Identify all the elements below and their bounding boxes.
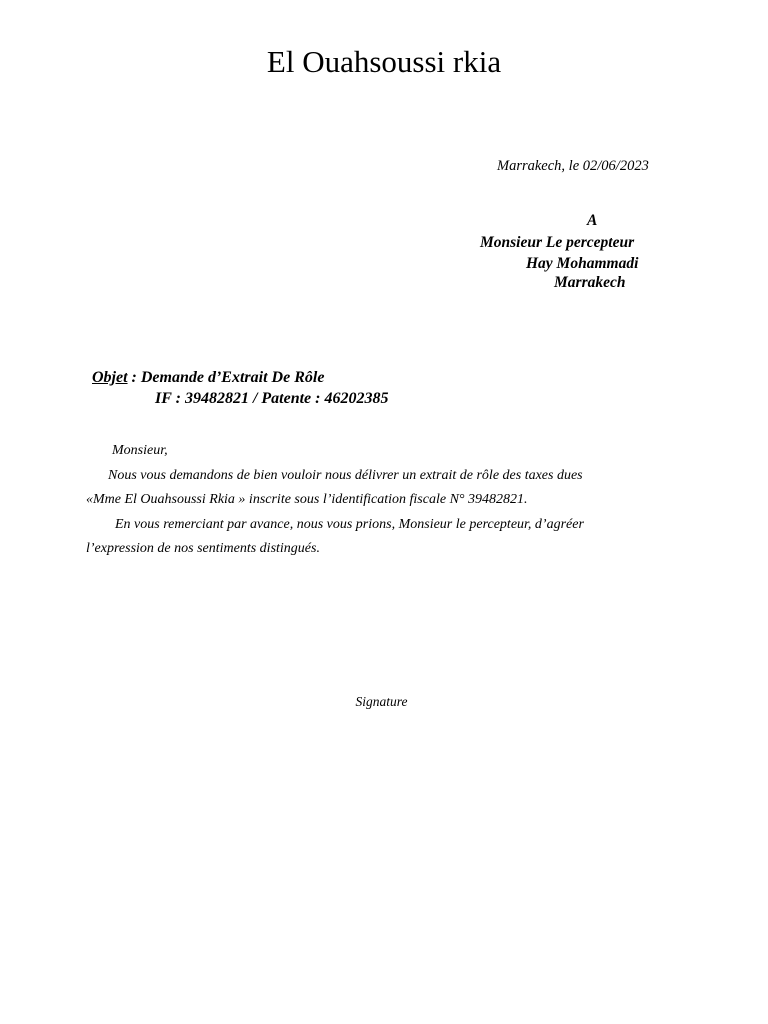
recipient-name: Monsieur Le percepteur [480, 234, 635, 251]
object-identifiers: IF : 39482821 / Patente : 46202385 [155, 390, 389, 407]
salutation: Monsieur, [112, 443, 168, 458]
object-text: : Demande d’Extrait De Rôle [127, 369, 325, 386]
object-line [92, 369, 324, 387]
recipient-address: Hay Mohammadi [526, 255, 639, 272]
body-line-3: En vous remerciant par avance, nous vous prions, Monsieur le percepteur, d’agréer [115, 517, 584, 532]
signature-label: Signature [355, 694, 408, 709]
sender-name-heading: El Ouahsoussi rkia [266, 44, 502, 79]
body-line-2: «Mme El Ouahsoussi Rkia » inscrite sous l’identification fiscale N° 39482821. [86, 492, 528, 507]
place-and-date: Marrakech, le 02/06/2023 [497, 158, 649, 174]
object-label: Objet [92, 369, 128, 386]
body-line-1: Nous vous demandons de bien vouloir nous délivrer un extrait de rôle des taxes dues [108, 468, 583, 483]
recipient-prefix: A [587, 212, 598, 229]
body-line-4: l’expression de nos sentiments distingués. [86, 541, 320, 556]
recipient-city: Marrakech [554, 274, 626, 291]
